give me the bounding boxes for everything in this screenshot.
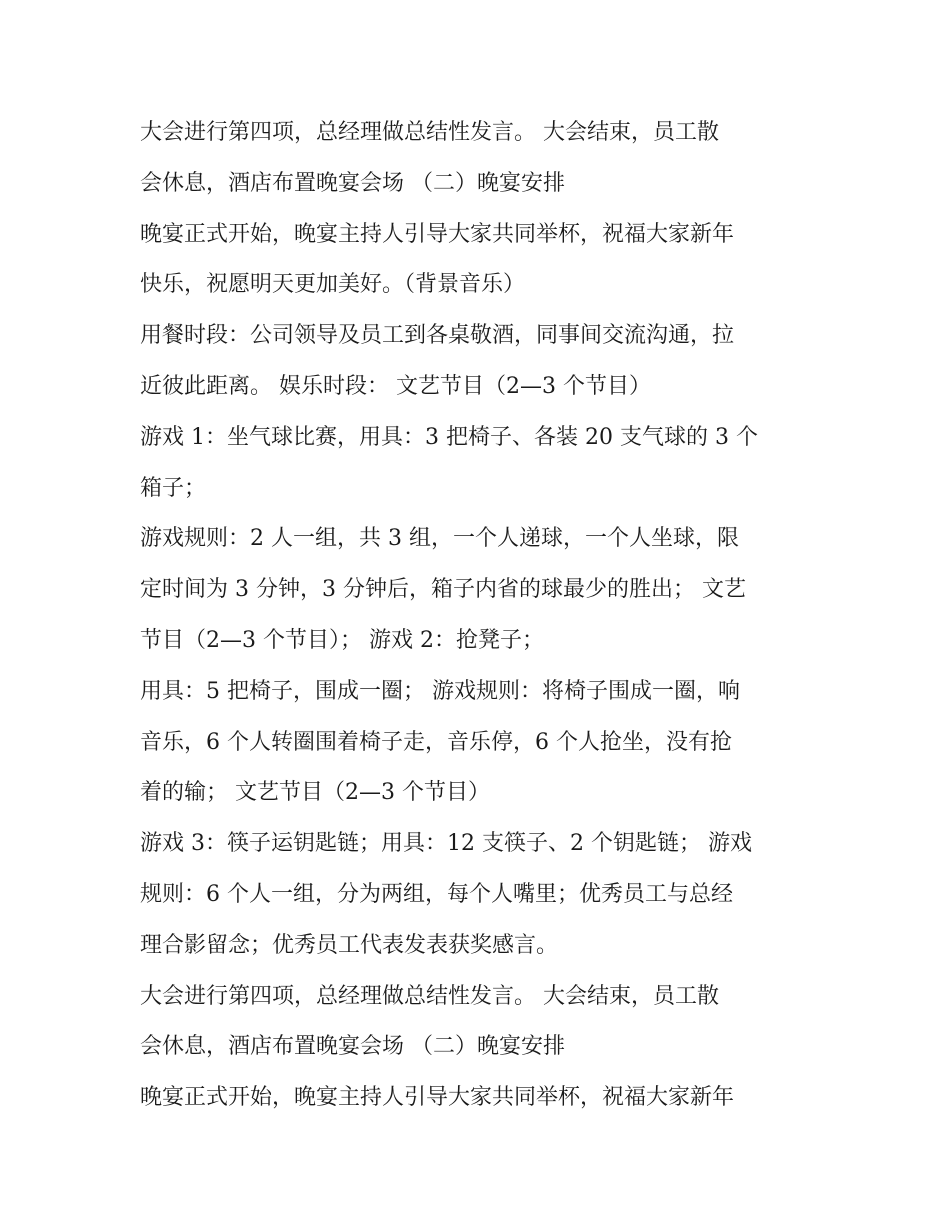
text-line: 游戏 3：筷子运钥匙链；用具：12 支筷子、2 个钥匙链； 游戏 [140,831,752,857]
text-line: 规则：6 个人一组，分为两组，每个人嘴里；优秀员工与总经 [140,881,733,907]
text-line: 晚宴正式开始，晚宴主持人引导大家共同举杯，祝福大家新年 [140,1085,735,1111]
text-line: 会休息，酒店布置晚宴会场 （二）晚宴安排 [140,1034,565,1060]
text-line: 大会进行第四项，总经理做总结性发言。 大会结束，员工散 [140,983,719,1009]
document-body [140,108,820,1124]
text-line: 箱子； [140,475,207,501]
text-line: 晚宴正式开始，晚宴主持人引导大家共同举杯，祝福大家新年 [140,221,735,247]
text-line: 着的输； 文艺节目（2—3 个节目） [140,780,490,806]
text-line: 游戏 1：坐气球比赛，用具：3 把椅子、各装 20 支气球的 3 个 [140,424,758,450]
text-line: 近彼此距离。 娱乐时段： 文艺节目（2—3 个节目） [140,373,651,399]
text-line: 快乐，祝愿明天更加美好。（背景音乐） [140,272,526,298]
text-line: 音乐，6 个人转圈围着椅子走，音乐停，6 个人抢坐，没有抢 [140,729,732,755]
text-line: 节目（2—3 个节目）； 游戏 2：抢凳子； [140,627,544,653]
text-line: 用餐时段：公司领导及员工到各桌敬酒，同事间交流沟通，拉 [140,323,735,349]
text-line: 定时间为 3 分钟，3 分钟后，箱子内省的球最少的胜出； 文艺 [140,577,746,603]
text-line: 大会进行第四项，总经理做总结性发言。 大会结束，员工散 [140,120,719,145]
text-line: 游戏规则：2 人一组，共 3 组，一个人递球，一个人坐球，限 [140,526,739,552]
text-line: 会休息，酒店布置晚宴会场 （二）晚宴安排 [140,170,565,196]
text-line: 理合影留念；优秀员工代表发表获奖感言。 [140,932,559,958]
text-line: 用具：5 把椅子，围成一圈； 游戏规则：将椅子围成一圈，响 [140,678,740,704]
